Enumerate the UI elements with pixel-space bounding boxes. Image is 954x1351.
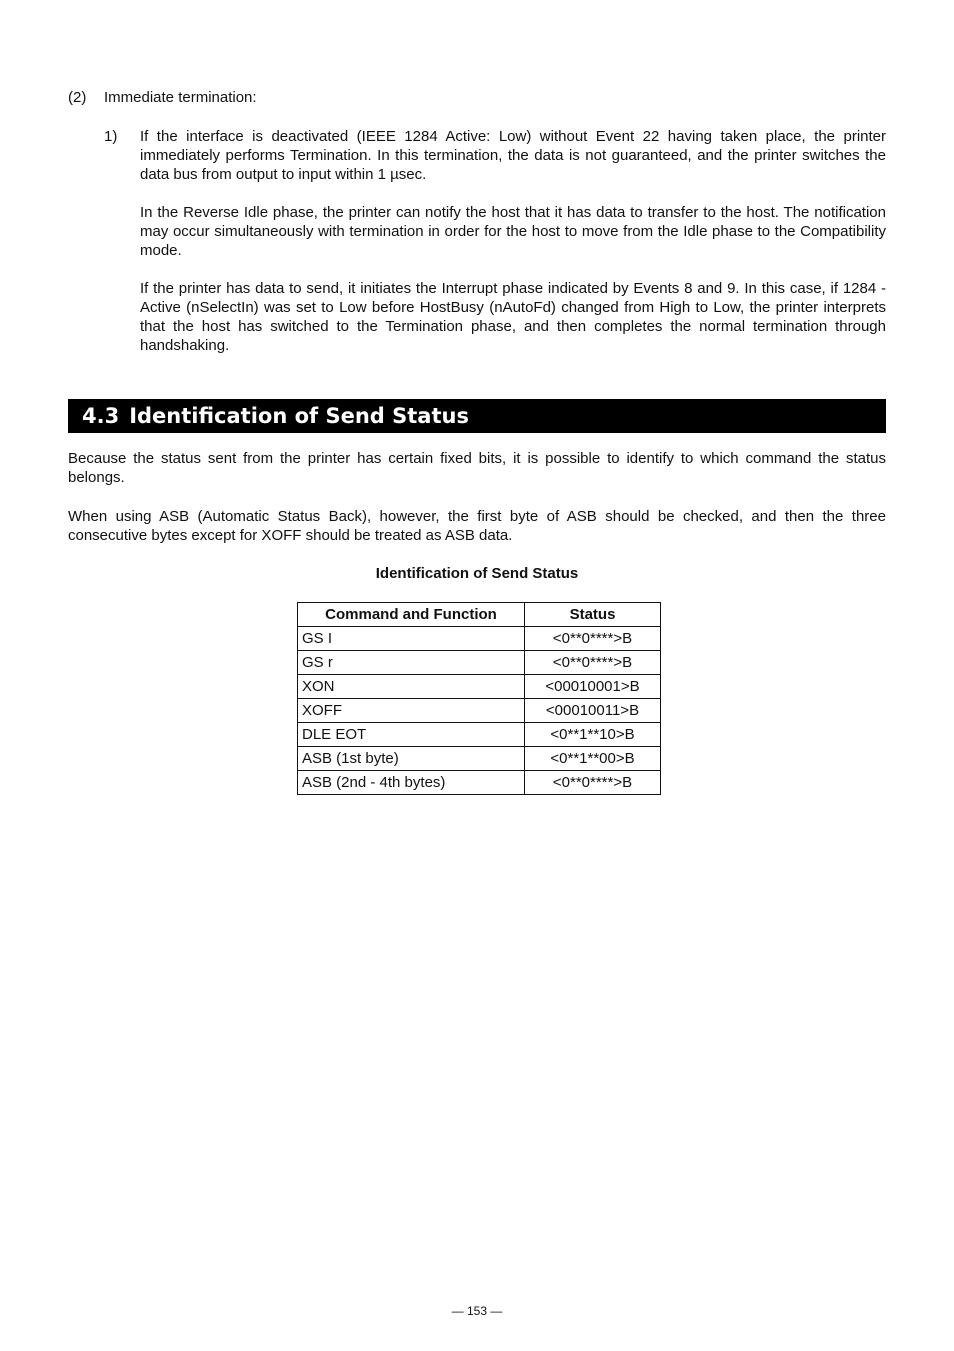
status-cell: <00010011>B [525, 699, 661, 723]
subitem-paragraph: If the interface is deactivated (IEEE 1284 Active: Low) without Event 22 having taken place, the printer immediately performs Termination. In this termination, the data is not guaranteed, and the printer switches the data bus from output to input within 1 µsec. [140, 128, 886, 183]
status-cell: <0**0****>B [525, 651, 661, 675]
status-cell: <0**1**00>B [525, 747, 661, 771]
command-cell: XOFF [298, 699, 525, 723]
table-row [298, 771, 661, 795]
table-row [298, 747, 661, 771]
command-cell: GS I [298, 627, 525, 651]
item-title: Immediate termination: [104, 89, 257, 106]
section-paragraph: Because the status sent from the printer has certain fixed bits, it is possible to identify to which command the status belongs. [68, 450, 886, 486]
section-title: Identification of Send Status [129, 404, 469, 428]
table-row [298, 675, 661, 699]
table-caption: Identification of Send Status [375, 565, 579, 582]
status-cell: <00010001>B [525, 675, 661, 699]
table-row [298, 627, 661, 651]
status-cell: <0**0****>B [525, 771, 661, 795]
table-row [298, 651, 661, 675]
status-table [297, 602, 661, 795]
command-cell: XON [298, 675, 525, 699]
status-cell: <0**1**10>B [525, 723, 661, 747]
subitem-paragraph: In the Reverse Idle phase, the printer can notify the host that it has data to transfer to the host. The notification may occur simultaneously with termination in order for the host to move from the Idle phase to the Compatibility mode. [140, 204, 886, 259]
subitem-block [104, 127, 886, 374]
command-cell: ASB (1st byte) [298, 747, 525, 771]
command-cell: ASB (2nd - 4th bytes) [298, 771, 525, 795]
table-header-row [298, 603, 661, 627]
column-header-status: Status [525, 603, 661, 627]
column-header-command: Command and Function [298, 603, 525, 627]
command-cell: GS r [298, 651, 525, 675]
item-heading [68, 88, 886, 107]
section-number: 4.3 [82, 404, 120, 428]
table-row [298, 723, 661, 747]
status-cell: <0**0****>B [525, 627, 661, 651]
page-number: — 153 — [451, 1304, 503, 1318]
subitem-number: 1) [104, 128, 118, 145]
section-heading [68, 399, 886, 433]
command-cell: DLE EOT [298, 723, 525, 747]
table-row [298, 699, 661, 723]
subitem-body [140, 127, 886, 355]
subitem-paragraph: If the printer has data to send, it initiates the Interrupt phase indicated by Events 8 and 9. In this case, if 1284 - Active (nSelectIn) was set to Low before HostBusy (nAutoFd) changed from High to Low, the printer interprets that the host has switched to the Termination phase, and then completes the normal termination through handshaking. [140, 280, 886, 354]
section-paragraph: When using ASB (Automatic Status Back), however, the first byte of ASB should be checked, and then the three consecutive bytes except for XOFF should be treated as ASB data. [68, 508, 886, 544]
section-intro [68, 449, 886, 565]
item-number: (2) [68, 89, 87, 106]
